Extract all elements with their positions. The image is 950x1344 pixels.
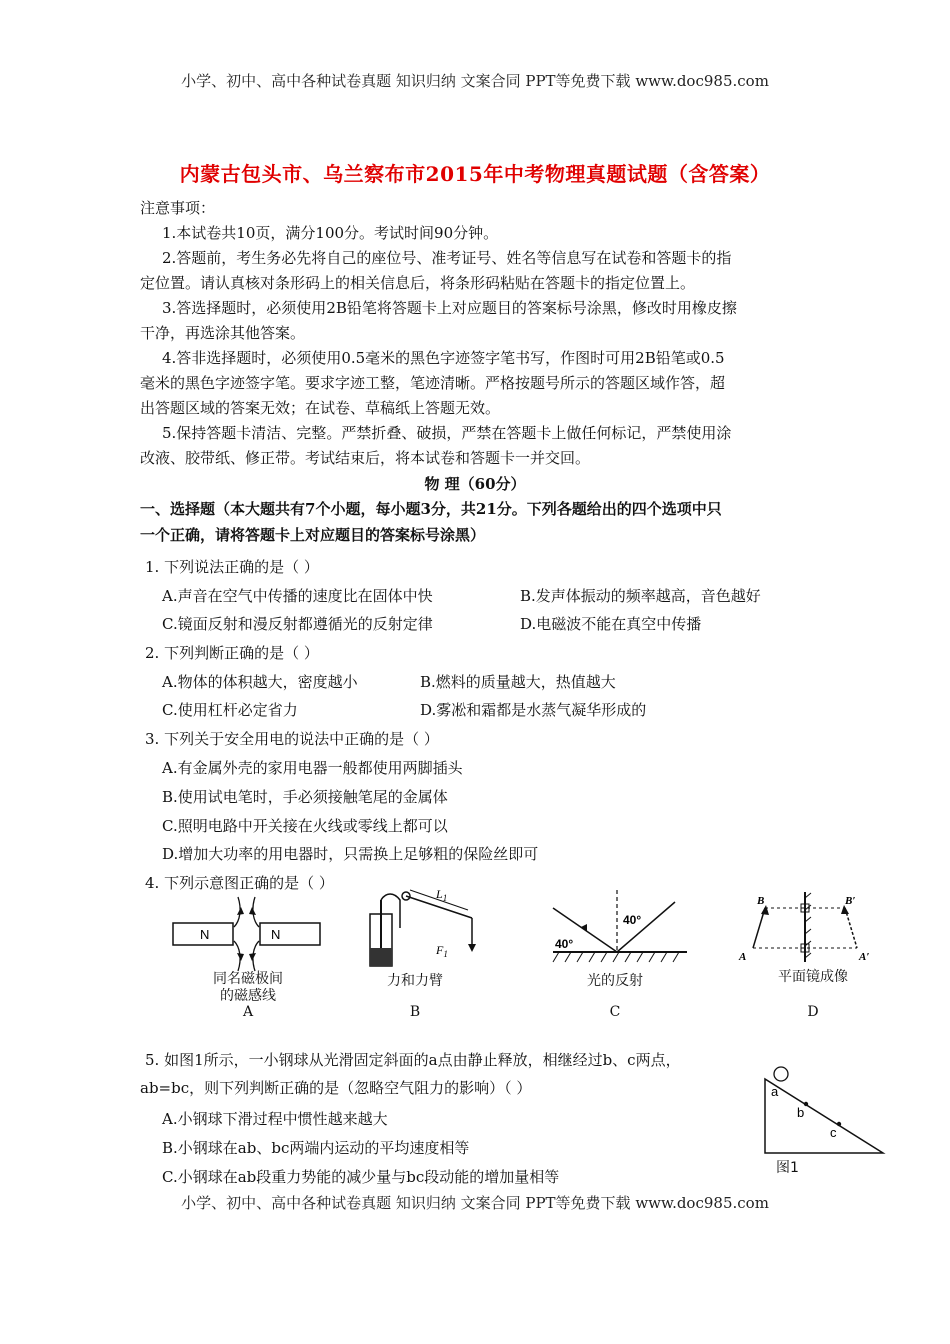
q2-option-b: B.燃料的质量越大，热值越大 [420,673,616,691]
diagram-d-caption: 平面镜成像 [778,969,848,985]
notes-line: 改液、胶带纸、修正带。考试结束后，将本试卷和答题卡一并交回。 [140,449,591,467]
part1-instructions: 一、选择题（本大题共有7个小题，每小题3分，共21分。下列各题给出的四个选项中只 [140,500,722,518]
page-title: 内蒙古包头市、乌兰察布市2015年中考物理真题试题（含答案） [179,162,771,186]
notes-line: 5.保持答题卡清洁、完整。严禁折叠、破损，严禁在答题卡上做任何标记，严禁使用涂 [162,424,732,442]
arrow-head [249,953,256,961]
q2-option-d: D.雾凇和霜都是水蒸气凝华形成的 [420,701,647,719]
arrow-head [237,953,244,961]
q5-option-a: A.小钢球下滑过程中惯性越来越大 [162,1110,388,1128]
point-a-prime-label: A′ [859,951,870,963]
angle-label-left: 40° [555,937,574,951]
angle-label-top: 40° [623,913,642,927]
svg-text:L1 [435,888,447,903]
part1-instructions: 一个正确，请将答题卡上对应题目的答案标号涂黑） [140,526,486,544]
question-2-stem: 2. 下列判断正确的是（ ） [145,644,319,662]
q3-option-b: B.使用试电笔时，手必须接触笔尾的金属体 [162,788,448,806]
notes-heading: 注意事项： [140,199,216,217]
question-5-stem: 5. 如图1所示，一小钢球从光滑固定斜面的a点由静止释放，相继经过b、c两点， [145,1051,681,1069]
notes-line: 4.答非选择题时，必须使用0.5毫米的黑色字迹签字笔书写，作图时可用2B铅笔或0.5 [162,349,725,367]
notes-line: 干净，再选涂其他答案。 [140,324,306,342]
pole-label-right: N [271,927,281,942]
notes-line: 2.答题前，考生务必先将自己的座位号、准考证号、姓名等信息写在试卷和答题卡的指 [162,249,732,267]
q1-option-b: B.发声体振动的频率越高，音色越好 [520,587,761,605]
q3-option-d: D.增加大功率的用电器时，只需换上足够粗的保险丝即可 [162,845,539,863]
q5-option-c: C.小钢球在ab段重力势能的减少量与bc段动能的增加量相等 [162,1168,560,1186]
diagram-a-letter: A [242,1004,254,1020]
container-fill [370,948,392,966]
incline [765,1079,883,1153]
point-c [837,1122,841,1126]
point-a-label: A [739,951,747,963]
point-b-prime-label: B′ [845,895,856,907]
notes-line: 1.本试卷共10页，满分100分。考试时间90分钟。 [162,224,499,242]
steel-ball [774,1067,788,1081]
q2-option-c: C.使用杠杆必定省力 [162,701,298,719]
q1-option-c: C.镜面反射和漫反射都遵循光的反射定律 [162,615,433,633]
notes-line: 3.答选择题时，必须使用2B铅笔将答题卡上对应题目的答案标号涂黑，修改时用橡皮擦 [162,299,737,317]
figure-1-caption: 图1 [776,1160,799,1176]
section-title: 物 理（60分） [424,475,526,493]
diagram-a-caption: 的磁感线 [220,988,276,1004]
question-3-stem: 3. 下列关于安全用电的说法中正确的是（ ） [145,730,439,748]
header-banner: 小学、初中、高中各种试卷真题 知识归纳 文案合同 PPT等免费下载 www.doc985.com [181,72,769,90]
l1-label: L [436,888,443,901]
arrow-head [237,907,244,915]
diagram-a-caption: 同名磁极间 [213,971,283,987]
diagram-c-letter: C [609,1004,621,1020]
svg-text:F1 [435,943,448,959]
arrow-head [249,907,256,915]
mirror-hatching [553,952,679,962]
reflected-ray [617,902,675,952]
question-4-stem: 4. 下列示意图正确的是（ ） [145,874,334,892]
l1-subscript: 1 [442,893,448,903]
diagram-a-magnet-field [168,895,328,975]
f1-subscript: 1 [443,949,448,959]
q1-option-d: D.电磁波不能在真空中传播 [520,615,702,633]
diagram-b-letter: B [409,1004,421,1020]
arrow-head [468,944,476,952]
point-b-label: b [797,1105,805,1120]
point-b [804,1102,808,1106]
diagram-d-letter: D [807,1004,819,1020]
q3-option-a: A.有金属外壳的家用电器一般都使用两脚插头 [162,759,463,777]
diagram-c-reflection [545,890,695,970]
notes-line: 毫米的黑色字迹签字笔。要求字迹工整，笔迹清晰。严格按题号所示的答题区域作答，超 [140,374,726,392]
footer-banner: 小学、初中、高中各种试卷真题 知识归纳 文案合同 PPT等免费下载 www.doc985.com [181,1194,769,1212]
notes-line: 出答题区域的答案无效；在试卷、草稿纸上答题无效。 [140,399,501,417]
figure-1-incline [755,1065,890,1157]
q2-option-a: A.物体的体积越大，密度越小 [162,673,358,691]
diagram-d-plane-mirror [735,890,885,968]
question-1-stem: 1. 下列说法正确的是（ ） [145,558,319,576]
question-5-stem: ab=bc，则下列判断正确的是（忽略空气阻力的影响）（ ） [140,1079,532,1097]
q1-option-a: A.声音在空气中传播的速度比在固体中快 [162,587,433,605]
point-a-label: a [771,1084,779,1099]
q3-option-c: C.照明电路中开关接在火线或零线上都可以 [162,817,448,835]
point-c-label: c [830,1125,837,1140]
q5-option-b: B.小钢球在ab、bc两端内运动的平均速度相等 [162,1139,470,1157]
notes-line: 定位置。请认真核对条形码上的相关信息后，将条形码粘贴在答题卡的指定位置上。 [140,274,696,292]
diagram-b-caption: 力和力臂 [387,973,443,989]
diagram-b-lever [360,888,490,968]
magnet-right [260,923,320,945]
pole-label-left: N [200,927,210,942]
point-b-label: B [757,895,765,907]
f1-label: F [436,943,444,957]
diagram-c-caption: 光的反射 [587,973,643,989]
